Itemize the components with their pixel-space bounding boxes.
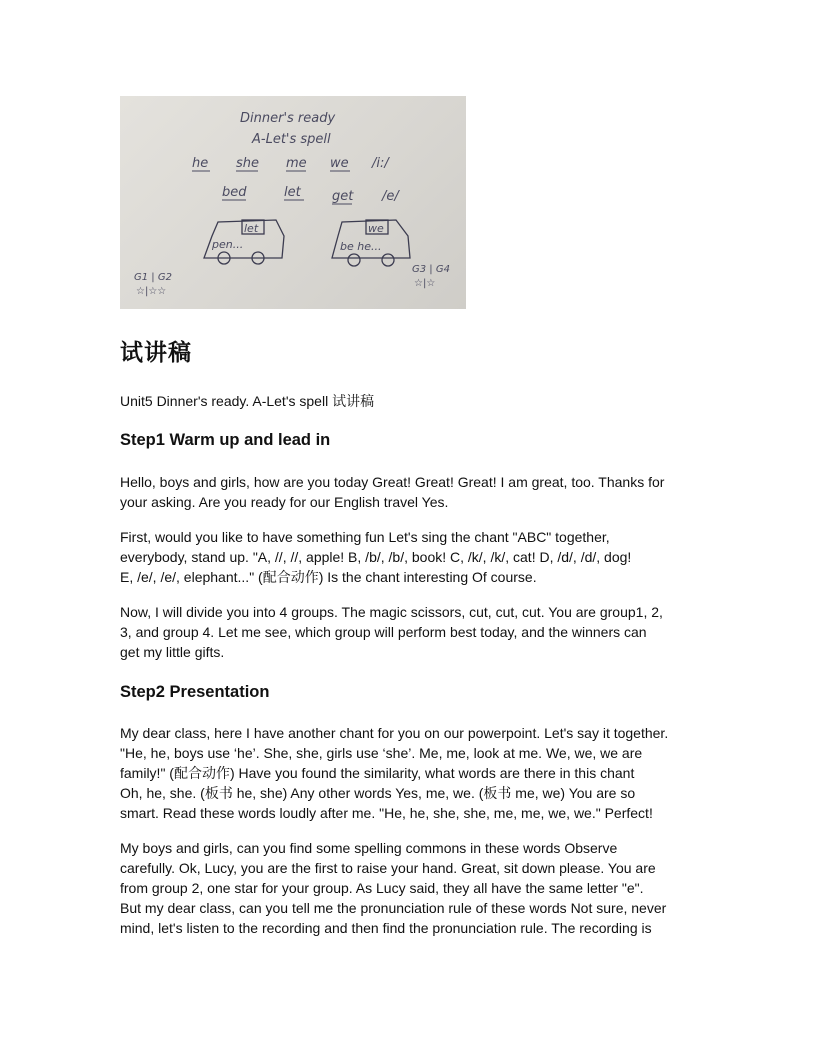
text-line: My boys and girls, can you find some spelling commons in these words Observe (120, 840, 618, 856)
step1-paragraph-3 (120, 602, 702, 662)
step1-paragraph-2 (120, 527, 702, 587)
score-stars-left-icon: ☆|☆☆ (136, 286, 167, 297)
car-2-text: be he... (340, 240, 382, 253)
car-1-text: pen... (212, 238, 244, 251)
photo-word-he: he (192, 156, 209, 171)
step2-heading: Step2 Presentation (120, 683, 270, 701)
photo-word-she: she (236, 156, 260, 171)
photo-word-we: we (330, 156, 349, 171)
photo-word-get: get (332, 189, 354, 204)
text-line: 3, and group 4. Let me see, which group will perform best today, and the winners can (120, 624, 647, 640)
text-line: But my dear class, can you tell me the pronunciation rule of these words Not sure, never (120, 900, 667, 916)
text-line: mind, let's listen to the recording and then find the pronunciation rule. The recording is (120, 920, 652, 936)
whiteboard-sketch (120, 96, 466, 309)
text-line: get my little gifts. (120, 644, 225, 660)
photo-title-line1: Dinner's ready (240, 111, 336, 126)
text-line: your asking. Are you ready for our English travel Yes. (120, 494, 449, 510)
text-line: Oh, he, she. (板书 he, she) Any other words Yes, me, we. (板书 me, we) You are so (120, 785, 636, 801)
car-1-sign: let (244, 222, 259, 235)
score-groups-right: G3 | G4 (412, 264, 450, 275)
photo-word-bed: bed (222, 185, 247, 200)
text-line: My dear class, here I have another chant for you on our powerpoint. Let's say it together. (120, 725, 669, 741)
text-line: family!" (配合动作) Have you found the similarity, what words are there in this chant (120, 765, 635, 781)
photo-phonetic-e: /e/ (382, 189, 399, 204)
photo-word-me: me (286, 156, 307, 171)
car-2-sign: we (368, 222, 384, 235)
step2-paragraph-2 (120, 838, 702, 938)
text-line: "He, he, boys use ‘he’. She, she, girls use ‘she’. Me, me, look at me. We, we, we are (120, 745, 643, 761)
page-title: 试讲稿 (120, 339, 192, 365)
step1-paragraph-1 (120, 472, 702, 512)
step1-heading: Step1 Warm up and lead in (120, 431, 331, 449)
text-line: everybody, stand up. "A, //, //, apple! B, /b/, /b/, book! C, /k/, /k/, cat! D, /d/, /d/, dog! (120, 549, 632, 565)
text-line: carefully. Ok, Lucy, you are the first to raise your hand. Great, sit down please. You are (120, 860, 656, 876)
text-line: from group 2, one star for your group. As Lucy said, they all have the same letter "e". (120, 880, 644, 896)
whiteboard-photo (120, 96, 466, 309)
photo-title-line2: A-Let's spell (252, 132, 331, 147)
text-line: First, would you like to have something fun Let's sing the chant "ABC" together, (120, 529, 610, 545)
score-groups-left: G1 | G2 (134, 272, 172, 283)
text-line: smart. Read these words loudly after me. "He, he, she, she, me, me, we, we." Perfect! (120, 805, 653, 821)
text-line: Now, I will divide you into 4 groups. The magic scissors, cut, cut, cut. You are group1, 2, (120, 604, 663, 620)
photo-word-let: let (284, 185, 301, 200)
text-line: Hello, boys and girls, how are you today Great! Great! Great! I am great, too. Thanks for (120, 474, 665, 490)
photo-phonetic-i: /i:/ (372, 156, 389, 171)
subtitle: Unit5 Dinner's ready. A-Let's spell 试讲稿 (120, 393, 375, 409)
score-stars-right-icon: ☆|☆ (414, 278, 436, 289)
step2-paragraph-1 (120, 723, 702, 823)
text-line: E, /e/, /e/, elephant..." (配合动作) Is the chant interesting Of course. (120, 569, 537, 585)
